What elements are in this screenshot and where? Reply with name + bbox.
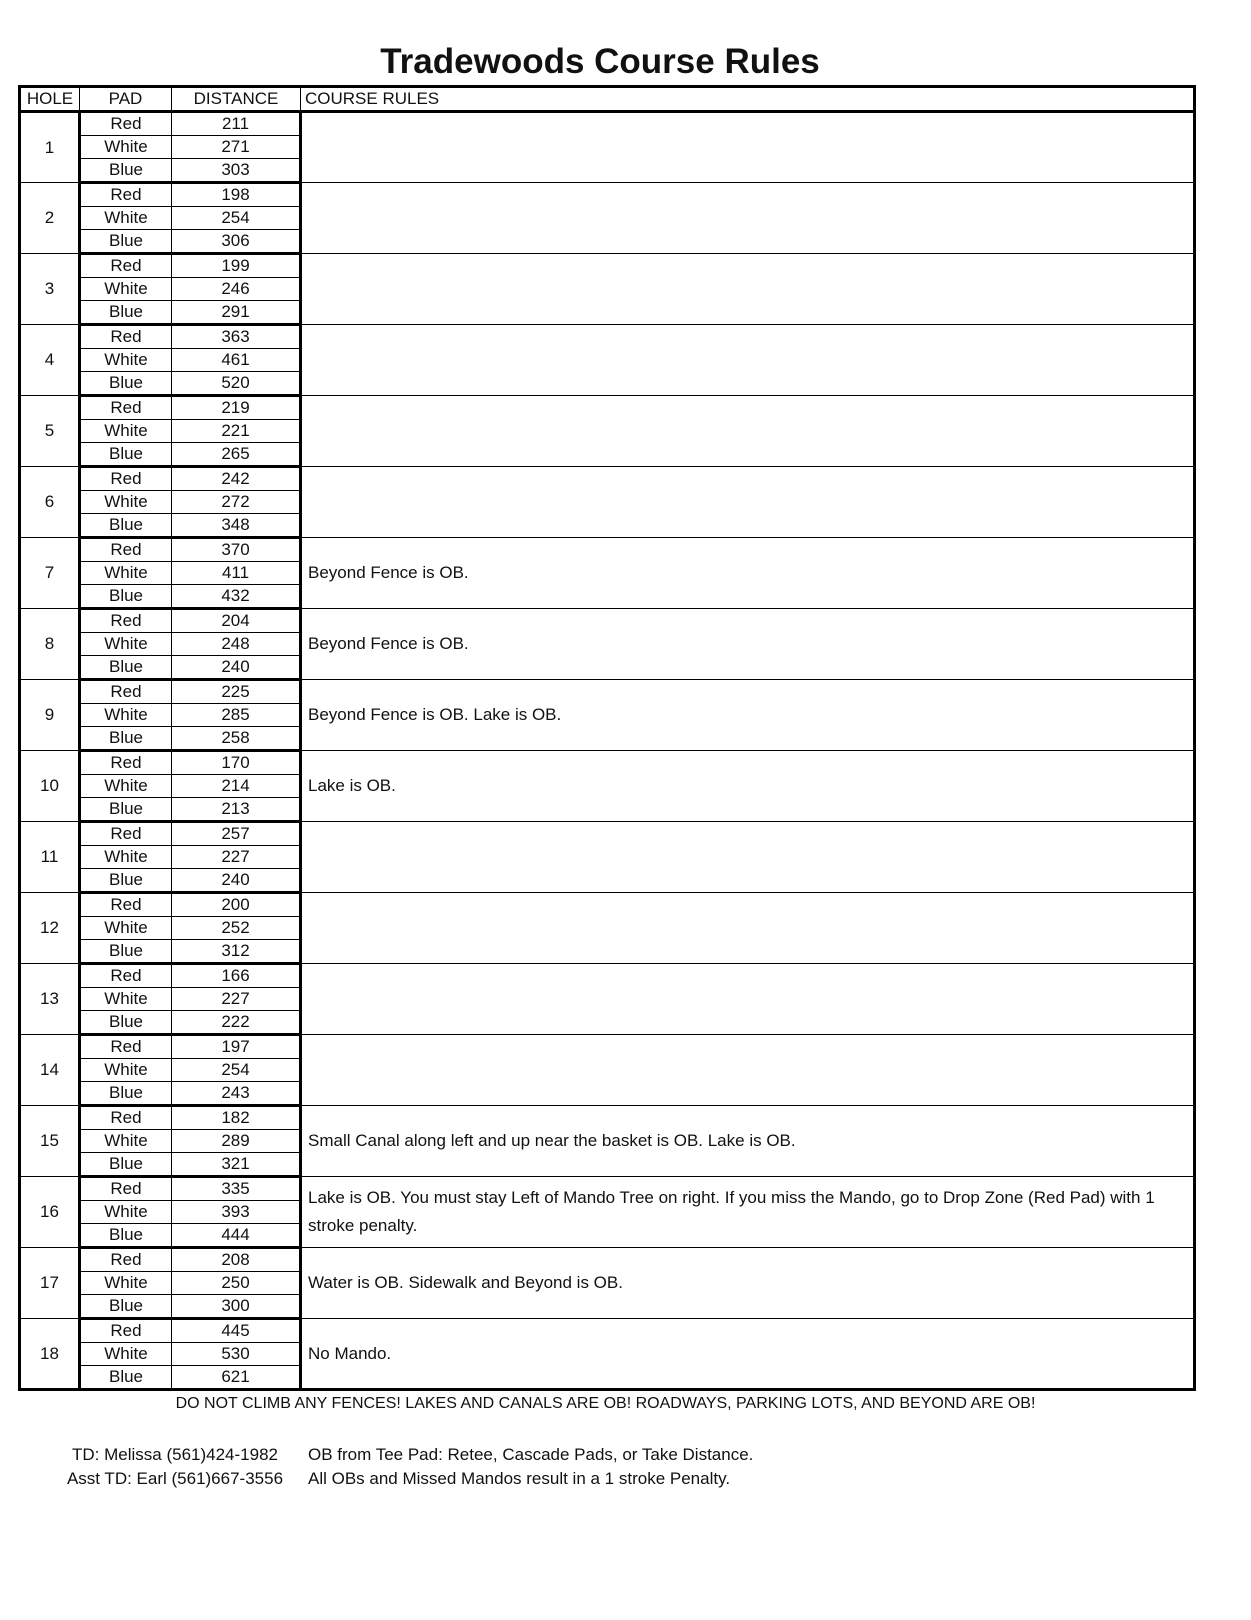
pad-color: Red — [80, 467, 172, 491]
hole-rule: Lake is OB. — [301, 751, 1195, 822]
pad-distance: 461 — [172, 349, 301, 372]
pad-distance: 530 — [172, 1343, 301, 1366]
pad-color: Red — [80, 1248, 172, 1272]
pad-distance: 363 — [172, 325, 301, 349]
pad-distance: 271 — [172, 136, 301, 159]
pad-color: Blue — [80, 727, 172, 751]
pad-distance: 213 — [172, 798, 301, 822]
hole-rule — [301, 822, 1195, 893]
table-row — [20, 822, 1195, 846]
pad-color: White — [80, 207, 172, 230]
pad-distance: 222 — [172, 1011, 301, 1035]
pad-color: Blue — [80, 159, 172, 183]
table-row — [20, 964, 1195, 988]
pad-color: White — [80, 704, 172, 727]
hole-number: 13 — [20, 964, 80, 1035]
pad-color: White — [80, 1130, 172, 1153]
table-row — [20, 183, 1195, 207]
pad-distance: 445 — [172, 1319, 301, 1343]
table-row — [20, 112, 1195, 136]
pad-color: Blue — [80, 656, 172, 680]
hole-number: 4 — [20, 325, 80, 396]
pad-distance: 240 — [172, 656, 301, 680]
hole-rule: Beyond Fence is OB. Lake is OB. — [301, 680, 1195, 751]
hole-rule — [301, 893, 1195, 964]
pad-color: Red — [80, 822, 172, 846]
pad-distance: 254 — [172, 1059, 301, 1082]
pad-color: Blue — [80, 514, 172, 538]
pad-color: Red — [80, 1035, 172, 1059]
pad-distance: 252 — [172, 917, 301, 940]
hole-number: 14 — [20, 1035, 80, 1106]
pad-color: Blue — [80, 1224, 172, 1248]
pad-color: Red — [80, 893, 172, 917]
pad-color: White — [80, 420, 172, 443]
pad-color: White — [80, 988, 172, 1011]
pad-distance: 243 — [172, 1082, 301, 1106]
hole-rule — [301, 112, 1195, 183]
pad-color: Red — [80, 396, 172, 420]
pad-distance: 312 — [172, 940, 301, 964]
table-row — [20, 467, 1195, 491]
pad-color: Blue — [80, 1011, 172, 1035]
pad-color: Blue — [80, 372, 172, 396]
pad-color: White — [80, 491, 172, 514]
hole-rule — [301, 254, 1195, 325]
pad-distance: 170 — [172, 751, 301, 775]
pad-color: Blue — [80, 301, 172, 325]
table-header-row — [20, 87, 1195, 112]
pad-color: White — [80, 846, 172, 869]
pad-distance: 254 — [172, 207, 301, 230]
pad-distance: 227 — [172, 846, 301, 869]
td-contact: TD: Melissa (561)424-1982 — [72, 1445, 278, 1464]
hole-rule: Beyond Fence is OB. — [301, 538, 1195, 609]
hole-number: 6 — [20, 467, 80, 538]
hole-rule — [301, 467, 1195, 538]
pad-distance: 250 — [172, 1272, 301, 1295]
hole-number: 11 — [20, 822, 80, 893]
pad-color: Red — [80, 325, 172, 349]
table-row — [20, 1248, 1195, 1272]
pad-distance: 432 — [172, 585, 301, 609]
pad-color: Blue — [80, 1295, 172, 1319]
pad-distance: 197 — [172, 1035, 301, 1059]
pad-color: Blue — [80, 1153, 172, 1177]
pad-distance: 221 — [172, 420, 301, 443]
table-row — [20, 893, 1195, 917]
pad-distance: 242 — [172, 467, 301, 491]
penalty-note: All OBs and Missed Mandos result in a 1 stroke Penalty. — [308, 1469, 731, 1488]
hole-number: 1 — [20, 112, 80, 183]
hole-rule — [301, 1035, 1195, 1106]
pad-color: White — [80, 349, 172, 372]
pad-color: White — [80, 633, 172, 656]
pad-color: White — [80, 562, 172, 585]
hole-number: 15 — [20, 1106, 80, 1177]
pad-distance: 348 — [172, 514, 301, 538]
hole-rule: Beyond Fence is OB. — [301, 609, 1195, 680]
table-row — [20, 396, 1195, 420]
pad-color: Red — [80, 609, 172, 633]
pad-distance: 370 — [172, 538, 301, 562]
pad-color: Blue — [80, 585, 172, 609]
pad-distance: 257 — [172, 822, 301, 846]
hole-number: 17 — [20, 1248, 80, 1319]
hole-rule: Lake is OB. You must stay Left of Mando Tree on right. If you miss the Mando, go to Drop Zone (Red Pad) with 1 stroke penalty. — [301, 1177, 1195, 1248]
pad-distance: 444 — [172, 1224, 301, 1248]
table-row — [20, 1106, 1195, 1130]
course-rules-table — [18, 85, 1196, 1391]
pad-distance: 227 — [172, 988, 301, 1011]
pad-color: Red — [80, 112, 172, 136]
ob-notes — [308, 1443, 1008, 1491]
hole-number: 3 — [20, 254, 80, 325]
pad-color: White — [80, 1059, 172, 1082]
hole-rule: Small Canal along left and up near the basket is OB. Lake is OB. — [301, 1106, 1195, 1177]
hole-number: 16 — [20, 1177, 80, 1248]
pad-distance: 300 — [172, 1295, 301, 1319]
hole-number: 18 — [20, 1319, 80, 1390]
header-pad: PAD — [80, 87, 172, 112]
pad-distance: 335 — [172, 1177, 301, 1201]
holes-body — [20, 112, 1195, 1390]
pad-color: White — [80, 1272, 172, 1295]
pad-color: Red — [80, 1319, 172, 1343]
pad-color: Blue — [80, 940, 172, 964]
contacts — [40, 1443, 310, 1491]
pad-distance: 393 — [172, 1201, 301, 1224]
pad-color: Red — [80, 680, 172, 704]
pad-distance: 411 — [172, 562, 301, 585]
hole-number: 2 — [20, 183, 80, 254]
header-hole: HOLE — [20, 87, 80, 112]
hole-number: 8 — [20, 609, 80, 680]
pad-distance: 248 — [172, 633, 301, 656]
asst-td-contact: Asst TD: Earl (561)667-3556 — [66, 1469, 284, 1488]
pad-color: Red — [80, 1177, 172, 1201]
hole-number: 5 — [20, 396, 80, 467]
table-row — [20, 1035, 1195, 1059]
pad-distance: 211 — [172, 112, 301, 136]
pad-distance: 321 — [172, 1153, 301, 1177]
table-row — [20, 609, 1195, 633]
tee-pad-note: OB from Tee Pad: Retee, Cascade Pads, or Take Distance. — [308, 1445, 754, 1464]
header-course-rules: COURSE RULES — [301, 87, 1195, 112]
pad-distance: 289 — [172, 1130, 301, 1153]
page-title: Tradewoods Course Rules — [380, 42, 820, 81]
table-row — [20, 1319, 1195, 1343]
hole-rule — [301, 964, 1195, 1035]
hole-number: 9 — [20, 680, 80, 751]
table-row — [20, 751, 1195, 775]
table-row — [20, 254, 1195, 278]
table-row — [20, 538, 1195, 562]
pad-distance: 240 — [172, 869, 301, 893]
hole-rule — [301, 396, 1195, 467]
pad-distance: 246 — [172, 278, 301, 301]
table-row — [20, 325, 1195, 349]
hole-rule — [301, 183, 1195, 254]
pad-color: Blue — [80, 230, 172, 254]
pad-color: Red — [80, 538, 172, 562]
pad-color: Red — [80, 964, 172, 988]
pad-color: White — [80, 136, 172, 159]
pad-color: Blue — [80, 869, 172, 893]
pad-distance: 225 — [172, 680, 301, 704]
pad-distance: 199 — [172, 254, 301, 278]
pad-color: White — [80, 1343, 172, 1366]
pad-distance: 204 — [172, 609, 301, 633]
pad-color: Red — [80, 1106, 172, 1130]
pad-color: Blue — [80, 1082, 172, 1106]
hole-number: 10 — [20, 751, 80, 822]
hole-rule: No Mando. — [301, 1319, 1195, 1390]
pad-distance: 285 — [172, 704, 301, 727]
pad-distance: 306 — [172, 230, 301, 254]
fence-warning: DO NOT CLIMB ANY FENCES! LAKES AND CANALS ARE OB! ROADWAYS, PARKING LOTS, AND BEYOND ARE OB! — [175, 1395, 1036, 1412]
table-row — [20, 1177, 1195, 1201]
hole-rule: Water is OB. Sidewalk and Beyond is OB. — [301, 1248, 1195, 1319]
pad-distance: 291 — [172, 301, 301, 325]
pad-distance: 272 — [172, 491, 301, 514]
pad-distance: 303 — [172, 159, 301, 183]
hole-rule — [301, 325, 1195, 396]
pad-color: White — [80, 775, 172, 798]
pad-color: White — [80, 917, 172, 940]
pad-color: Blue — [80, 443, 172, 467]
pad-color: Red — [80, 254, 172, 278]
pad-distance: 166 — [172, 964, 301, 988]
pad-color: White — [80, 1201, 172, 1224]
pad-distance: 200 — [172, 893, 301, 917]
pad-distance: 198 — [172, 183, 301, 207]
header-distance: DISTANCE — [172, 87, 301, 112]
pad-distance: 182 — [172, 1106, 301, 1130]
pad-distance: 214 — [172, 775, 301, 798]
pad-distance: 219 — [172, 396, 301, 420]
pad-distance: 265 — [172, 443, 301, 467]
pad-color: Blue — [80, 798, 172, 822]
pad-color: Red — [80, 751, 172, 775]
pad-distance: 520 — [172, 372, 301, 396]
pad-distance: 621 — [172, 1366, 301, 1390]
pad-color: Blue — [80, 1366, 172, 1390]
table-row — [20, 680, 1195, 704]
hole-number: 7 — [20, 538, 80, 609]
pad-color: Red — [80, 183, 172, 207]
hole-number: 12 — [20, 893, 80, 964]
pad-distance: 258 — [172, 727, 301, 751]
pad-color: White — [80, 278, 172, 301]
pad-distance: 208 — [172, 1248, 301, 1272]
